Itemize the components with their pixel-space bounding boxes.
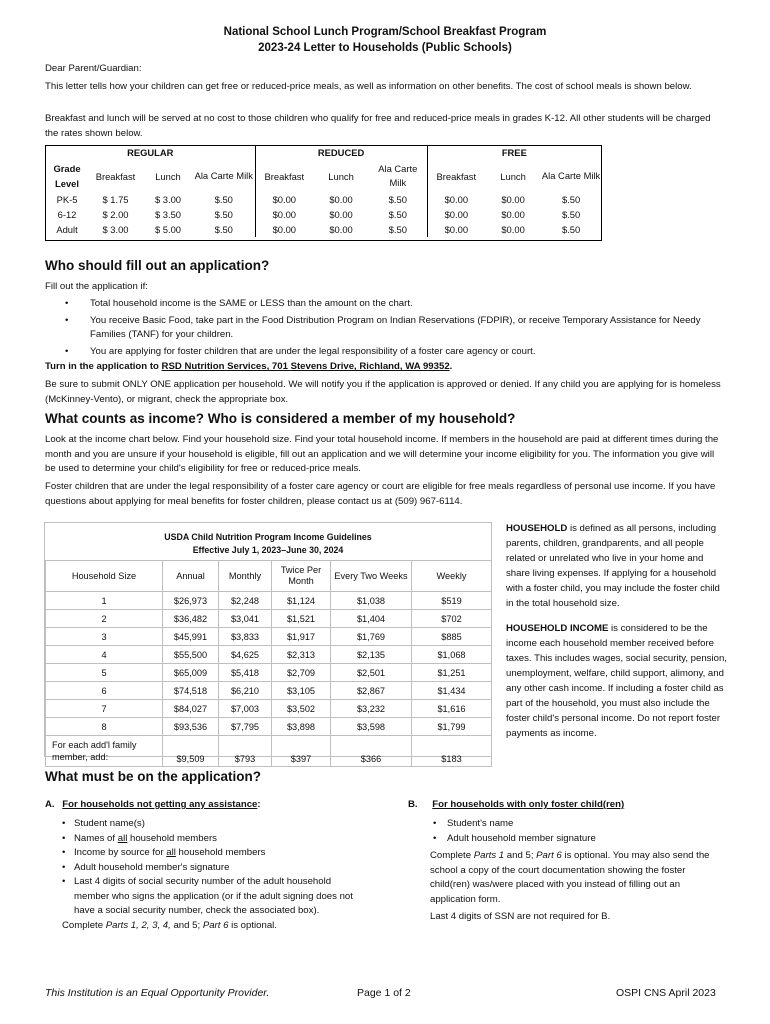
income-cell: $183 — [412, 736, 492, 767]
household-income-term: HOUSEHOLD INCOME — [506, 623, 609, 634]
part6-text: Part 6 — [536, 850, 562, 861]
list-item-text: Names of — [74, 832, 118, 844]
income-cell: $3,232 — [331, 700, 412, 718]
part6-text: Part 6 — [202, 920, 229, 931]
header-weekly: Weekly — [412, 561, 492, 592]
income-cell: $3,502 — [272, 700, 331, 718]
rate-cell: $.50 — [388, 224, 407, 235]
rate-cell: $.50 — [388, 194, 407, 205]
application-heading: What must be on the application? — [45, 769, 261, 784]
income-cell: $36,482 — [163, 610, 219, 628]
income-cell: $4,625 — [219, 646, 272, 664]
note-text: is optional. You may also send the school a copy of the court documentation showing the foster child(ren) was/were placed with you instead of filling out an application form. — [430, 850, 710, 905]
section-a-complete-note — [62, 919, 382, 934]
income-cell: $3,833 — [219, 628, 272, 646]
section-b-title-text: For households with only foster child(ren) — [432, 799, 625, 810]
who-bullet-list — [65, 297, 720, 359]
income-cell: $1,251 — [412, 664, 492, 682]
table-row — [46, 700, 492, 718]
income-guidelines-table — [44, 522, 492, 764]
income-cell: $2,709 — [272, 664, 331, 682]
section-b-title — [408, 798, 728, 813]
rate-cell: $0.00 — [255, 192, 313, 207]
bullet-icon: • — [433, 818, 437, 829]
col-lunch: Lunch — [328, 170, 354, 182]
document-title: National School Lunch Program/School Breakfast Program — [223, 26, 547, 38]
rate-cell: $.50 — [388, 209, 407, 220]
list-item-text: household members — [175, 847, 266, 858]
rate-cell: $0.00 — [427, 207, 485, 222]
income-cell: $6,210 — [219, 682, 272, 700]
income-cell: $702 — [412, 610, 492, 628]
income-paragraph-2: Foster children that are under the legal responsibility of a foster care agency or court are eligible for free meals regardless of personal use income. If you have questions about applying for meal benefits for foster children, please contact us at (509) 967-6114. — [45, 481, 716, 507]
list-item-text: You receive Basic Food, take part in the Food Distribution Program on Indian Reservations (FDPIR), or receive Temporary Assistance for Needy Families (TANF) for your children. — [90, 314, 701, 340]
col-breakfast: Breakfast — [255, 160, 313, 192]
group-free: FREE — [427, 146, 601, 160]
header-household-size: Household Size — [46, 561, 163, 592]
income-cell: $2,501 — [331, 664, 412, 682]
rate-cell: $0.00 — [329, 194, 353, 205]
rate-cell: $0.00 — [427, 192, 485, 207]
income-cell: $5,418 — [219, 664, 272, 682]
list-item — [433, 817, 723, 832]
household-size-cell: 2 — [46, 610, 163, 628]
household-size-cell: 7 — [46, 700, 163, 718]
rate-row — [46, 222, 601, 237]
rate-cell: $0.00 — [329, 224, 353, 235]
income-cell: $9,509 — [163, 736, 219, 767]
rate-cell: $0.00 — [501, 209, 525, 220]
meal-rates-table — [45, 145, 602, 241]
household-size-cell: 1 — [46, 592, 163, 610]
list-item — [62, 846, 362, 861]
income-heading: What counts as income? Who is considered a member of my household? — [45, 411, 516, 426]
section-a-colon: : — [257, 799, 261, 810]
list-item-text: Last 4 digits of social security number of the adult household member who signs the application (or if the adult signing does not have a social security number, check the associated box). — [74, 876, 353, 916]
income-cell: $2,248 — [219, 592, 272, 610]
list-item-text: Adult household member signature — [447, 832, 596, 844]
rate-row — [46, 207, 601, 222]
note-text: is optional. — [228, 920, 277, 931]
household-size-cell: 3 — [46, 628, 163, 646]
intro-paragraph-1: This letter tells how your children can get free or reduced-price meals, as well as information on other benefits. The cost of school meals is shown below. — [45, 81, 692, 92]
group-reduced: REDUCED — [255, 146, 427, 160]
header-monthly: Monthly — [219, 561, 272, 592]
rate-cell: $ 3.00 — [154, 194, 182, 205]
rate-cell: $ 3.00 — [102, 224, 129, 235]
rate-cell: $0.00 — [329, 209, 353, 220]
rate-cell: $.50 — [214, 209, 233, 220]
income-cell: $1,404 — [331, 610, 412, 628]
list-item — [433, 832, 723, 847]
rate-cell: $.50 — [561, 224, 581, 235]
income-cell: $7,795 — [219, 718, 272, 736]
section-a-title — [45, 798, 385, 813]
household-size-cell: 4 — [46, 646, 163, 664]
bullet-icon: • — [65, 298, 69, 309]
turn-in-address: RSD Nutrition Services, 701 Stevens Drive, Richland, WA 99352 — [161, 361, 450, 372]
section-a-letter: A. — [45, 799, 55, 810]
household-income-definition-text: is considered to be the income each household member received before taxes. This includes wages, social security, pension, unemployment, welfare, child support, alimony, and any other cash income. If including a foster child as part of the household, you must also include the foster child's personal income. Do not report foster payments as income. — [506, 623, 727, 739]
table-row — [46, 610, 492, 628]
income-cell: $1,124 — [272, 592, 331, 610]
list-item-text: Student's name — [447, 818, 514, 829]
emphasis-text: all — [117, 832, 128, 844]
rate-cell: $.50 — [561, 194, 581, 205]
bullet-icon: • — [62, 832, 66, 844]
parts-text: Parts 1 — [473, 850, 505, 861]
guidelines-effective-date: Effective July 1, 2023–June 30, 2024 — [192, 545, 344, 555]
income-cell: $1,068 — [412, 646, 492, 664]
bullet-icon: • — [62, 876, 66, 887]
household-definition-text: is defined as all persons, including parents, children, grandparents, and all people related or unrelated who live in your home and share living expenses. If applying for a household with a foster child, you may include the foster child in the total household size. — [506, 523, 720, 609]
household-definition — [506, 521, 728, 611]
list-item — [62, 861, 362, 876]
guidelines-body — [46, 592, 492, 767]
income-cell: $3,105 — [272, 682, 331, 700]
income-cell: $93,536 — [163, 718, 219, 736]
income-cell: $45,991 — [163, 628, 219, 646]
emphasis-text: all — [166, 847, 176, 858]
income-cell: $74,518 — [163, 682, 219, 700]
rate-cell: $0.00 — [501, 194, 525, 205]
table-row — [46, 664, 492, 682]
rate-cell: $0.00 — [255, 207, 313, 222]
rate-cell: $ 2.00 — [102, 209, 129, 220]
section-a-title-text: For households not getting any assistance — [62, 799, 258, 810]
group-regular: REGULAR — [127, 147, 174, 158]
rate-cell: $.50 — [214, 194, 233, 205]
submit-note: Be sure to submit ONLY ONE application per household. We will notify you if the application is approved or denied. If any child you are applying for is homeless (McKinney-Vento), or migrant, check the appropriate box. — [45, 379, 721, 405]
income-cell: $1,521 — [272, 610, 331, 628]
table-row — [46, 628, 492, 646]
col-milk: Ala Carte Milk — [378, 163, 418, 188]
income-cell: $1,616 — [412, 700, 492, 718]
guidelines-title: USDA Child Nutrition Program Income Guidelines — [164, 532, 372, 542]
turn-in-suffix: . — [449, 361, 453, 372]
col-breakfast: Breakfast — [95, 170, 136, 182]
turn-in-prefix: Turn in the application to — [45, 361, 162, 372]
bullet-icon: • — [62, 847, 66, 858]
list-item-text: household members — [127, 832, 217, 844]
rate-cell: $0.00 — [501, 224, 525, 235]
rate-cell: $ 3.50 — [154, 209, 182, 220]
list-item-text: Income by source for — [74, 847, 167, 858]
bullet-icon: • — [62, 818, 66, 829]
table-row — [46, 736, 492, 767]
income-cell: $1,799 — [412, 718, 492, 736]
list-item — [65, 314, 720, 343]
footer-version: OSPI CNS April 2023 — [616, 987, 716, 999]
table-row — [46, 682, 492, 700]
income-cell: $885 — [412, 628, 492, 646]
bullet-icon: • — [62, 861, 66, 873]
list-item — [62, 875, 362, 919]
income-cell: $3,898 — [272, 718, 331, 736]
document-subtitle: 2023-24 Letter to Households (Public Schools) — [258, 42, 512, 54]
col-milk: Ala Carte Milk — [194, 170, 253, 181]
section-b-complete-note — [430, 849, 725, 907]
turn-in-line — [45, 360, 725, 375]
section-b-letter: B. — [408, 799, 418, 810]
household-size-cell: For each add'l family member, add: — [46, 736, 163, 767]
table-row — [46, 646, 492, 664]
grade-level-header: Grade Level — [53, 163, 81, 189]
col-lunch: Lunch — [155, 170, 181, 182]
income-cell: $1,434 — [412, 682, 492, 700]
household-term: HOUSEHOLD — [506, 523, 568, 534]
income-paragraph-1: Look at the income chart below. Find your household size. Find your total household income. If members in the household are paid at different times during the month and you are unsure if your household is eligible, fill out an application and we will determine your income eligibility for you. The information you give will be used to determine your child's eligibility for free or reduced-price meals. — [45, 434, 719, 474]
section-b-ssn-note: Last 4 digits of SSN are not required for B. — [430, 911, 611, 922]
household-income-definition — [506, 621, 728, 741]
note-text: Complete — [62, 920, 106, 931]
income-cell: $793 — [219, 736, 272, 767]
header-twice-per-month: Twice Per Month — [272, 561, 331, 592]
rate-cell: $0.00 — [427, 222, 485, 237]
col-breakfast: Breakfast — [427, 160, 485, 192]
salutation: Dear Parent/Guardian: — [45, 63, 142, 74]
section-b-list — [433, 817, 723, 846]
income-cell: $1,917 — [272, 628, 331, 646]
bullet-icon: • — [65, 345, 69, 357]
list-item-text: You are applying for foster children that are under the legal responsibility of a foster care agency or court. — [90, 345, 536, 357]
rate-cell: $0.00 — [255, 222, 313, 237]
income-cell: $55,500 — [163, 646, 219, 664]
list-item-text: Adult household member's signature — [74, 861, 230, 873]
section-a-list — [62, 817, 362, 919]
income-cell: $2,867 — [331, 682, 412, 700]
bullet-icon: • — [433, 832, 437, 844]
income-cell: $397 — [272, 736, 331, 767]
income-cell: $2,313 — [272, 646, 331, 664]
list-item-text: Total household income is the SAME or LESS than the amount on the chart. — [90, 298, 413, 309]
grade-cell: PK-5 — [56, 194, 78, 205]
income-cell: $366 — [331, 736, 412, 767]
header-every-two-weeks: Every Two Weeks — [331, 561, 412, 592]
parts-text: Parts 1, 2, 3, 4, — [105, 920, 171, 931]
list-item — [65, 297, 720, 312]
list-item — [62, 832, 362, 847]
rate-cell: $.50 — [214, 224, 233, 235]
footer-page-number: Page 1 of 2 — [357, 987, 411, 999]
intro-paragraph-2: Breakfast and lunch will be served at no cost to those children who qualify for free and reduced-price meals in grades K-12. All other students will be charged the rates shown below. — [45, 113, 711, 139]
col-milk: Ala Carte Milk — [541, 170, 601, 181]
who-lead: Fill out the application if: — [45, 281, 148, 292]
rate-row — [46, 192, 601, 207]
footer-equal-opportunity: This Institution is an Equal Opportunity Provider. — [45, 987, 270, 999]
income-cell: $1,038 — [331, 592, 412, 610]
table-row — [46, 718, 492, 736]
income-cell: $2,135 — [331, 646, 412, 664]
income-cell: $1,769 — [331, 628, 412, 646]
income-cell: $7,003 — [219, 700, 272, 718]
income-cell: $3,598 — [331, 718, 412, 736]
bullet-icon: • — [65, 314, 69, 326]
income-cell: $84,027 — [163, 700, 219, 718]
table-row — [46, 592, 492, 610]
rate-cell: $ 5.00 — [154, 224, 182, 235]
income-cell: $519 — [412, 592, 492, 610]
note-text: and 5; — [170, 920, 203, 931]
list-item — [62, 817, 362, 832]
list-item-text: Student name(s) — [74, 818, 145, 829]
rate-cell: $.50 — [561, 209, 581, 220]
list-item — [65, 345, 720, 360]
grade-cell: Adult — [56, 224, 78, 235]
income-cell: $3,041 — [219, 610, 272, 628]
rate-cell: $ 1.75 — [102, 194, 129, 205]
income-cell: $65,009 — [163, 664, 219, 682]
income-cell: $26,973 — [163, 592, 219, 610]
header-annual: Annual — [163, 561, 219, 592]
who-heading: Who should fill out an application? — [45, 258, 270, 273]
note-text: and 5; — [504, 850, 537, 861]
grade-cell: 6-12 — [57, 209, 77, 220]
note-text: Complete — [430, 850, 474, 861]
household-size-cell: 5 — [46, 664, 163, 682]
household-size-cell: 6 — [46, 682, 163, 700]
col-lunch: Lunch — [500, 170, 526, 182]
household-size-cell: 8 — [46, 718, 163, 736]
